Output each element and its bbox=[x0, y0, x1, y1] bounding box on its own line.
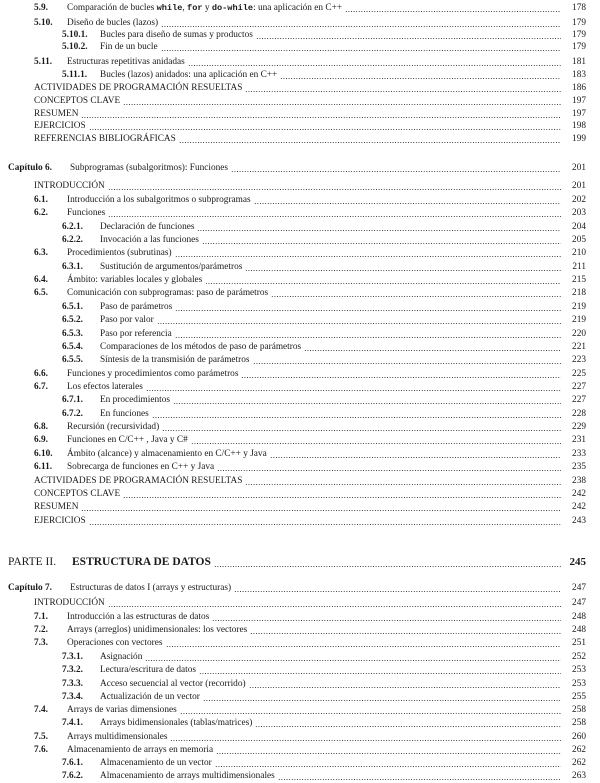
toc-entry-number: 6.8. bbox=[34, 422, 48, 432]
leader-dots bbox=[191, 443, 561, 444]
code-keyword: while bbox=[156, 3, 183, 13]
toc-entry-title: Arrays multidimensionales bbox=[67, 732, 168, 742]
leader-dots bbox=[253, 363, 562, 364]
toc-entry bbox=[62, 342, 586, 353]
toc-entry-number: 6.10. bbox=[34, 449, 53, 459]
leader-dots bbox=[108, 606, 561, 607]
toc-entry-number: 7.4.1. bbox=[62, 718, 83, 728]
leader-dots bbox=[108, 216, 561, 217]
toc-entry-number: 7.3.2. bbox=[62, 665, 83, 675]
toc-page-number: 210 bbox=[572, 248, 586, 258]
toc-entry-number: 6.3. bbox=[34, 248, 48, 258]
toc-entry-title: Fin de un bucle bbox=[100, 42, 158, 52]
toc-entry-title: Recursión (recursividad) bbox=[67, 422, 160, 432]
toc-entry-number: 5.11. bbox=[34, 57, 53, 67]
toc-page-number: 242 bbox=[572, 502, 586, 512]
toc-entry-title: ACTIVIDADES DE PROGRAMACIÓN RESUELTAS bbox=[34, 83, 243, 93]
toc-chapter-heading bbox=[8, 583, 586, 594]
toc-entry bbox=[34, 489, 586, 500]
toc-entry-title: INTRODUCCIÓN bbox=[34, 598, 105, 608]
leader-dots bbox=[304, 350, 561, 351]
toc-page-number: 221 bbox=[572, 342, 586, 352]
toc-entry bbox=[62, 235, 586, 246]
toc-page-number: 197 bbox=[572, 109, 586, 119]
toc-entry-title: EJERCICIOS bbox=[34, 516, 86, 526]
toc-entry-title: ACTIVIDADES DE PROGRAMACIÓN RESUELTAS bbox=[34, 476, 243, 486]
leader-dots bbox=[175, 337, 561, 338]
leader-dots bbox=[254, 203, 561, 204]
toc-page-number: 204 bbox=[572, 222, 586, 232]
toc-entry-title-part: Comparación de bucles bbox=[67, 3, 157, 13]
toc-entry bbox=[34, 18, 586, 29]
leader-dots bbox=[245, 270, 561, 271]
leader-dots bbox=[123, 104, 561, 105]
toc-entry-title: En procedimientos bbox=[100, 395, 170, 405]
toc-entry bbox=[34, 134, 586, 145]
toc-entry-number: 7.3.1. bbox=[62, 652, 83, 662]
toc-entry-number: 5.10. bbox=[34, 18, 53, 28]
leader-dots bbox=[89, 524, 561, 525]
toc-entry bbox=[34, 109, 586, 120]
toc-page-number: 218 bbox=[572, 288, 586, 298]
toc-entry bbox=[62, 262, 586, 273]
toc-page-number: 238 bbox=[572, 476, 586, 486]
toc-entry bbox=[62, 30, 586, 41]
toc-entry-title: Comparaciones de los métodos de paso de parámetros bbox=[100, 342, 302, 352]
toc-entry bbox=[34, 435, 586, 446]
toc-entry-number: 5.10.1. bbox=[62, 30, 88, 40]
toc-entry bbox=[62, 315, 586, 326]
toc-entry bbox=[34, 745, 586, 756]
toc-entry-number: 7.5. bbox=[34, 732, 48, 742]
toc-entry-title: Almacenamiento de un vector bbox=[100, 758, 212, 768]
leader-dots bbox=[280, 78, 561, 79]
leader-dots bbox=[180, 713, 561, 714]
leader-dots bbox=[162, 430, 561, 431]
toc-page-number: 258 bbox=[572, 718, 586, 728]
toc-entry-title: Arrays (arreglos) unidimensionales: los vectores bbox=[67, 625, 248, 635]
toc-entry bbox=[34, 625, 586, 636]
toc-entry-title: Estructuras repetitivas anidadas bbox=[67, 57, 185, 67]
code-keyword: for bbox=[187, 3, 203, 13]
toc-entry-number: 6.2.1. bbox=[62, 222, 83, 232]
toc-page-number: 179 bbox=[572, 18, 586, 28]
toc-entry bbox=[34, 96, 586, 107]
toc-page-number: 228 bbox=[572, 409, 586, 419]
toc-entry-title: RESUMEN bbox=[34, 109, 79, 119]
toc-entry-title: Declaración de funciones bbox=[100, 222, 195, 232]
toc-entry-title: Diseño de bucles (lazos) bbox=[67, 18, 159, 28]
toc-entry-title: Invocación a las funciones bbox=[100, 235, 199, 245]
toc-entry-number: 7.6. bbox=[34, 745, 48, 755]
toc-page-number: 252 bbox=[572, 652, 586, 662]
toc-entry-number: 6.9. bbox=[34, 435, 48, 445]
toc-page-number: 242 bbox=[572, 489, 586, 499]
toc-entry bbox=[62, 665, 586, 676]
toc-entry bbox=[62, 718, 586, 729]
leader-dots bbox=[231, 171, 561, 172]
leader-dots bbox=[188, 65, 561, 66]
leader-dots bbox=[271, 296, 561, 297]
leader-dots bbox=[234, 591, 561, 592]
toc-entry bbox=[34, 449, 586, 460]
leader-dots bbox=[270, 457, 561, 458]
toc-entry-title: Arrays de varias dimensiones bbox=[67, 705, 177, 715]
toc-entry-title: Asignación bbox=[100, 652, 143, 662]
toc-entry-title: Funciones bbox=[67, 208, 106, 218]
toc-entry bbox=[34, 422, 586, 433]
toc-page-number: 247 bbox=[572, 583, 586, 593]
leader-dots bbox=[202, 243, 561, 244]
toc-page-number: 227 bbox=[572, 395, 586, 405]
leader-dots bbox=[205, 283, 561, 284]
toc-entry-title: En funciones bbox=[100, 409, 149, 419]
toc-entry bbox=[34, 612, 586, 623]
toc-page-number: 262 bbox=[572, 745, 586, 755]
toc-page-number: 263 bbox=[572, 771, 586, 781]
toc-page-number: 179 bbox=[572, 30, 586, 40]
toc-page-number: 215 bbox=[572, 275, 586, 285]
toc-entry-number: 7.3.3. bbox=[62, 679, 83, 689]
toc-page-number: 233 bbox=[572, 449, 586, 459]
toc-entry bbox=[62, 329, 586, 340]
toc-entry-number: 7.2. bbox=[34, 625, 48, 635]
toc-page-number: 262 bbox=[572, 758, 586, 768]
toc-entry-number: 6.4. bbox=[34, 275, 48, 285]
toc-entry-title: Bucles (lazos) anidados: una aplicación en C++ bbox=[100, 70, 278, 80]
toc-entry-number: 7.3.4. bbox=[62, 692, 83, 702]
toc-page-number: 183 bbox=[572, 70, 586, 80]
leader-dots bbox=[173, 403, 561, 404]
toc-page-number: 245 bbox=[569, 556, 586, 568]
leader-dots bbox=[255, 726, 561, 727]
toc-entry-title: Sustitución de argumentos/parámetros bbox=[100, 262, 243, 272]
toc-entry-number: 6.1. bbox=[34, 195, 48, 205]
toc-entry-number: 6.7.1. bbox=[62, 395, 83, 405]
toc-entry-title: Lectura/escritura de datos bbox=[100, 665, 197, 675]
toc-page-number: 202 bbox=[572, 195, 586, 205]
toc-entry-number: PARTE II. bbox=[8, 556, 57, 568]
toc-entry-title: Ámbito: variables locales y globales bbox=[67, 275, 203, 285]
toc-entry-title: Paso por valor bbox=[100, 315, 154, 325]
toc-entry bbox=[34, 732, 586, 743]
toc-entry bbox=[34, 195, 586, 206]
toc-entry bbox=[34, 3, 586, 14]
toc-page-number: 199 bbox=[572, 134, 586, 144]
toc-entry-title: Almacenamiento de arrays en memoria bbox=[67, 745, 214, 755]
toc-entry-title: Estructuras de datos I (arrays y estructuras) bbox=[70, 583, 232, 593]
leader-dots bbox=[123, 497, 561, 498]
leader-dots bbox=[216, 753, 561, 754]
toc-entry bbox=[62, 758, 586, 769]
toc-page-number: 198 bbox=[572, 121, 586, 131]
toc-entry-title: Síntesis de la transmisión de parámetros bbox=[100, 355, 250, 365]
leader-dots bbox=[157, 323, 561, 324]
leader-dots bbox=[152, 417, 561, 418]
leader-dots bbox=[256, 38, 561, 39]
toc-page-number: 178 bbox=[572, 3, 586, 13]
toc-entry bbox=[34, 638, 586, 649]
toc-entry-title: Acceso secuencial al vector (recorrido) bbox=[100, 679, 246, 689]
toc-entry-number: 6.5.3. bbox=[62, 329, 83, 339]
leader-dots bbox=[278, 779, 561, 780]
toc-entry bbox=[34, 369, 586, 380]
toc-entry-title: Los efectos laterales bbox=[67, 382, 143, 392]
toc-entry bbox=[62, 771, 586, 782]
leader-dots bbox=[212, 620, 561, 621]
toc-page-number: 253 bbox=[572, 665, 586, 675]
toc-page-number: 227 bbox=[572, 382, 586, 392]
toc-entry-number: 6.5.4. bbox=[62, 342, 83, 352]
toc-entry-title: Introducción a las estructuras de datos bbox=[67, 612, 210, 622]
toc-entry bbox=[34, 382, 586, 393]
leader-dots bbox=[81, 117, 561, 118]
toc-chapter-heading bbox=[8, 163, 586, 174]
toc-entry-title: Arrays bidimensionales (tablas/matrices) bbox=[100, 718, 253, 728]
toc-entry-number: 7.1. bbox=[34, 612, 48, 622]
toc-entry-title: Actualización de un vector bbox=[100, 692, 200, 702]
toc-entry-number: 6.5. bbox=[34, 288, 48, 298]
toc-entry-number: 5.11.1. bbox=[62, 70, 88, 80]
toc-page-number: 251 bbox=[572, 638, 586, 648]
toc-entry-number: 5.10.2. bbox=[62, 42, 88, 52]
toc-page-number: 211 bbox=[572, 262, 586, 272]
leader-dots bbox=[146, 390, 561, 391]
toc-page-number: 229 bbox=[572, 422, 586, 432]
toc-page-number: 201 bbox=[572, 163, 586, 173]
toc-entry-number: 6.11. bbox=[34, 462, 53, 472]
toc-entry-number: 6.6. bbox=[34, 369, 48, 379]
toc-page-number: 243 bbox=[572, 516, 586, 526]
toc-entry-title: CONCEPTOS CLAVE bbox=[34, 489, 121, 499]
leader-dots bbox=[214, 566, 561, 567]
toc-page-number: 253 bbox=[572, 679, 586, 689]
toc-entry-title: Bucles para diseño de sumas y productos bbox=[100, 30, 253, 40]
toc-entry-number: 7.6.2. bbox=[62, 771, 83, 781]
toc-page-number: 181 bbox=[572, 57, 586, 67]
toc-entry-title-part: , bbox=[182, 3, 188, 13]
toc-entry bbox=[34, 598, 586, 609]
leader-dots bbox=[145, 660, 561, 661]
toc-entry bbox=[62, 395, 586, 406]
leader-dots bbox=[245, 91, 561, 92]
toc-entry-number: 5.9. bbox=[34, 3, 48, 13]
toc-entry-title: Procedimientos (subrutinas) bbox=[67, 248, 172, 258]
toc-entry-number: Capítulo 6. bbox=[8, 163, 52, 173]
toc-entry-title: Paso de parámetros bbox=[100, 302, 173, 312]
leader-dots bbox=[179, 142, 561, 143]
leader-dots bbox=[175, 256, 561, 257]
toc-entry bbox=[34, 516, 586, 527]
toc-page-number: 260 bbox=[572, 732, 586, 742]
toc-entry-title: Ámbito (alcance) y almacenamiento en C/C++ y Java bbox=[67, 449, 267, 459]
toc-entry bbox=[34, 83, 586, 94]
toc-entry-number: 6.7. bbox=[34, 382, 48, 392]
toc-entry-title: Almacenamiento de arrays multidimensionales bbox=[100, 771, 275, 781]
toc-entry bbox=[34, 502, 586, 513]
toc-page-number: 186 bbox=[572, 83, 586, 93]
toc-entry bbox=[34, 288, 586, 299]
toc-page-number: 231 bbox=[572, 435, 586, 445]
toc-entry bbox=[62, 692, 586, 703]
leader-dots bbox=[197, 230, 561, 231]
toc-entry-title-part: : una aplicación en C++ bbox=[253, 3, 343, 13]
toc-entry-title: Funciones en C/C++ , Java y C# bbox=[67, 435, 188, 445]
toc-entry-number: 7.3. bbox=[34, 638, 48, 648]
leader-dots bbox=[175, 310, 561, 311]
leader-dots bbox=[217, 470, 561, 471]
toc-entry-number: 6.3.1. bbox=[62, 262, 83, 272]
toc-entry bbox=[62, 302, 586, 313]
toc-entry-title: CONCEPTOS CLAVE bbox=[34, 96, 121, 106]
toc-entry bbox=[62, 355, 586, 366]
leader-dots bbox=[161, 26, 561, 27]
toc-page-number: 255 bbox=[572, 692, 586, 702]
toc-page-number: 235 bbox=[572, 462, 586, 472]
leader-dots bbox=[166, 646, 561, 647]
leader-dots bbox=[215, 766, 561, 767]
toc-page-number: 197 bbox=[572, 96, 586, 106]
toc-entry-title: Sobrecarga de funciones en C++ y Java bbox=[67, 462, 215, 472]
toc-entry bbox=[34, 462, 586, 473]
leader-dots bbox=[203, 700, 561, 701]
toc-entry bbox=[34, 121, 586, 132]
toc-page-number: 220 bbox=[572, 329, 586, 339]
toc-entry-title-part: y bbox=[202, 3, 212, 13]
toc-entry-number: 6.7.2. bbox=[62, 409, 83, 419]
leader-dots bbox=[89, 129, 561, 130]
toc-entry-title: INTRODUCCIÓN bbox=[34, 181, 105, 191]
toc-page-number: 219 bbox=[572, 302, 586, 312]
code-keyword: do-while bbox=[211, 3, 254, 13]
toc-entry-title: Subprogramas (subalgoritmos): Funciones bbox=[70, 163, 229, 173]
toc-entry-number: Capítulo 7. bbox=[8, 583, 52, 593]
leader-dots bbox=[108, 189, 561, 190]
toc-page-number: 248 bbox=[572, 612, 586, 622]
toc-entry-title: Introducción a los subalgoritmos o subprogramas bbox=[67, 195, 251, 205]
toc-entry-title: EJERCICIOS bbox=[34, 121, 86, 131]
toc-entry-title: ESTRUCTURA DE DATOS bbox=[72, 556, 211, 568]
toc-entry bbox=[62, 222, 586, 233]
toc-entry bbox=[34, 476, 586, 487]
toc-entry-title bbox=[67, 3, 342, 14]
leader-dots bbox=[345, 11, 561, 12]
toc-page-number: 223 bbox=[572, 355, 586, 365]
toc-entry bbox=[34, 275, 586, 286]
leader-dots bbox=[81, 510, 561, 511]
leader-dots bbox=[161, 50, 561, 51]
toc-entry-number: 7.4. bbox=[34, 705, 48, 715]
leader-dots bbox=[249, 687, 561, 688]
toc-entry bbox=[62, 409, 586, 420]
toc-entry bbox=[62, 652, 586, 663]
toc-entry-title: RESUMEN bbox=[34, 502, 79, 512]
toc-entry bbox=[34, 705, 586, 716]
toc-entry bbox=[62, 70, 586, 81]
toc-entry bbox=[62, 679, 586, 690]
leader-dots bbox=[241, 377, 561, 378]
leader-dots bbox=[250, 633, 561, 634]
toc-entry bbox=[34, 181, 586, 192]
toc-page-number: 203 bbox=[572, 208, 586, 218]
toc-page-number: 219 bbox=[572, 315, 586, 325]
toc-entry-title: Paso por referencia bbox=[100, 329, 172, 339]
leader-dots bbox=[199, 673, 561, 674]
toc-entry bbox=[34, 208, 586, 219]
toc-entry-title: Operaciones con vectores bbox=[67, 638, 163, 648]
toc-page-number: 179 bbox=[572, 42, 586, 52]
toc-entry bbox=[34, 57, 586, 68]
toc-entry-number: 6.5.5. bbox=[62, 355, 83, 365]
toc-entry-number: 6.5.2. bbox=[62, 315, 83, 325]
toc-page-number: 247 bbox=[572, 598, 586, 608]
toc-entry-number: 6.5.1. bbox=[62, 302, 83, 312]
toc-entry bbox=[34, 248, 586, 259]
toc-entry-number: 6.2.2. bbox=[62, 235, 83, 245]
toc-part-heading bbox=[8, 555, 586, 569]
leader-dots bbox=[170, 740, 561, 741]
toc-entry-number: 7.6.1. bbox=[62, 758, 83, 768]
toc-page-number: 201 bbox=[572, 181, 586, 191]
toc-page-number: 258 bbox=[572, 705, 586, 715]
leader-dots bbox=[245, 484, 561, 485]
toc-page-number: 248 bbox=[572, 625, 586, 635]
toc-entry-number: 6.2. bbox=[34, 208, 48, 218]
toc-entry-title: Comunicación con subprogramas: paso de parámetros bbox=[67, 288, 269, 298]
toc-page-number: 205 bbox=[572, 235, 586, 245]
toc-page-number: 225 bbox=[572, 369, 586, 379]
toc-entry-title: REFERENCIAS BIBLIOGRÁFICAS bbox=[34, 134, 176, 144]
toc-entry bbox=[62, 42, 586, 53]
toc-entry-title: Funciones y procedimientos como parámetros bbox=[67, 369, 239, 379]
